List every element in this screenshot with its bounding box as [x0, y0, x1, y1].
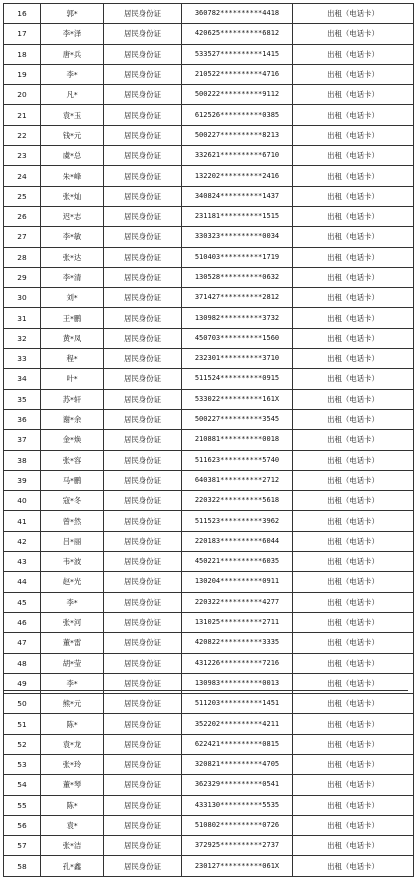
- id-number-cell: 352202**********4211: [182, 714, 293, 734]
- name-cell: 谢*余: [41, 409, 104, 429]
- name-cell: 刘*: [41, 288, 104, 308]
- row-index-cell: 23: [4, 146, 41, 166]
- table-row: [4, 775, 414, 795]
- document-type-cell: 居民身份证: [104, 734, 182, 754]
- table-row: [4, 754, 414, 774]
- name-cell: 苏*轩: [41, 389, 104, 409]
- row-index-cell: 52: [4, 734, 41, 754]
- table-row: [4, 815, 414, 835]
- row-index-cell: 58: [4, 856, 41, 876]
- table-row: [4, 653, 414, 673]
- row-index-cell: 45: [4, 592, 41, 612]
- id-number-cell: 450221**********6035: [182, 552, 293, 572]
- id-number-cell: 132202**********2416: [182, 166, 293, 186]
- name-cell: 赵*光: [41, 572, 104, 592]
- table-row: [4, 247, 414, 267]
- document-type-cell: 居民身份证: [104, 227, 182, 247]
- document-type-cell: 居民身份证: [104, 267, 182, 287]
- id-number-cell: 131025**********2711: [182, 612, 293, 632]
- row-index-cell: 22: [4, 125, 41, 145]
- document-type-cell: 居民身份证: [104, 511, 182, 531]
- name-cell: 董*琴: [41, 775, 104, 795]
- table-row: [4, 470, 414, 490]
- row-index-cell: 37: [4, 430, 41, 450]
- table-row: [4, 227, 414, 247]
- purpose-cell: 出租（电话卡）: [293, 795, 414, 815]
- document-type-cell: 居民身份证: [104, 288, 182, 308]
- document-type-cell: 居民身份证: [104, 125, 182, 145]
- document-type-cell: 居民身份证: [104, 186, 182, 206]
- name-cell: 朱*峰: [41, 166, 104, 186]
- name-cell: 李*: [41, 64, 104, 84]
- name-cell: 马*鹏: [41, 470, 104, 490]
- name-cell: 张*灿: [41, 186, 104, 206]
- table-bottom-divider: [3, 690, 408, 691]
- document-type-cell: 居民身份证: [104, 856, 182, 876]
- row-index-cell: 48: [4, 653, 41, 673]
- row-index-cell: 56: [4, 815, 41, 835]
- id-number-cell: 511524**********0915: [182, 369, 293, 389]
- document-type-cell: 居民身份证: [104, 146, 182, 166]
- name-cell: 袁*玉: [41, 105, 104, 125]
- name-cell: 李*: [41, 673, 104, 693]
- table-row: [4, 288, 414, 308]
- document-type-cell: 居民身份证: [104, 44, 182, 64]
- purpose-cell: 出租（电话卡）: [293, 24, 414, 44]
- row-index-cell: 17: [4, 24, 41, 44]
- row-index-cell: 20: [4, 85, 41, 105]
- purpose-cell: 出租（电话卡）: [293, 653, 414, 673]
- row-index-cell: 50: [4, 694, 41, 714]
- id-number-cell: 332621**********6710: [182, 146, 293, 166]
- purpose-cell: 出租（电话卡）: [293, 389, 414, 409]
- purpose-cell: 出租（电话卡）: [293, 592, 414, 612]
- row-index-cell: 30: [4, 288, 41, 308]
- name-cell: 迟*志: [41, 206, 104, 226]
- row-index-cell: 47: [4, 633, 41, 653]
- id-number-cell: 130982**********3732: [182, 308, 293, 328]
- row-index-cell: 24: [4, 166, 41, 186]
- name-cell: 钱*元: [41, 125, 104, 145]
- purpose-cell: 出租（电话卡）: [293, 815, 414, 835]
- purpose-cell: 出租（电话卡）: [293, 227, 414, 247]
- document-type-cell: 居民身份证: [104, 592, 182, 612]
- purpose-cell: 出租（电话卡）: [293, 754, 414, 774]
- purpose-cell: 出租（电话卡）: [293, 349, 414, 369]
- id-number-cell: 533022**********161X: [182, 389, 293, 409]
- document-type-cell: 居民身份证: [104, 836, 182, 856]
- id-number-cell: 210522**********4716: [182, 64, 293, 84]
- id-number-cell: 130983**********0013: [182, 673, 293, 693]
- document-type-cell: 居民身份证: [104, 673, 182, 693]
- row-index-cell: 38: [4, 450, 41, 470]
- table-row: [4, 491, 414, 511]
- table-row: [4, 714, 414, 734]
- document-type-cell: 居民身份证: [104, 105, 182, 125]
- document-type-cell: 居民身份证: [104, 206, 182, 226]
- name-cell: 韦*波: [41, 552, 104, 572]
- purpose-cell: 出租（电话卡）: [293, 186, 414, 206]
- name-cell: 金*焕: [41, 430, 104, 450]
- table-row: [4, 734, 414, 754]
- document-type-cell: 居民身份证: [104, 64, 182, 84]
- purpose-cell: 出租（电话卡）: [293, 836, 414, 856]
- name-cell: 寇*冬: [41, 491, 104, 511]
- id-number-cell: 500222**********9112: [182, 85, 293, 105]
- name-cell: 李*: [41, 592, 104, 612]
- id-number-cell: 533527**********1415: [182, 44, 293, 64]
- id-number-cell: 330323**********0034: [182, 227, 293, 247]
- id-number-cell: 220322**********5618: [182, 491, 293, 511]
- purpose-cell: 出租（电话卡）: [293, 673, 414, 693]
- table-row: [4, 85, 414, 105]
- table-row: [4, 166, 414, 186]
- document-type-cell: 居民身份证: [104, 572, 182, 592]
- id-number-cell: 510802**********0726: [182, 815, 293, 835]
- purpose-cell: 出租（电话卡）: [293, 572, 414, 592]
- name-cell: 陈*: [41, 795, 104, 815]
- row-index-cell: 16: [4, 4, 41, 24]
- document-type-cell: 居民身份证: [104, 349, 182, 369]
- table-row: [4, 409, 414, 429]
- name-cell: 董*雷: [41, 633, 104, 653]
- name-cell: 张*达: [41, 247, 104, 267]
- id-number-cell: 231181**********1515: [182, 206, 293, 226]
- row-index-cell: 51: [4, 714, 41, 734]
- document-type-cell: 居民身份证: [104, 409, 182, 429]
- document-type-cell: 居民身份证: [104, 653, 182, 673]
- purpose-cell: 出租（电话卡）: [293, 328, 414, 348]
- id-number-cell: 360782**********4418: [182, 4, 293, 24]
- name-cell: 李*泽: [41, 24, 104, 44]
- id-number-cell: 210881**********0018: [182, 430, 293, 450]
- purpose-cell: 出租（电话卡）: [293, 288, 414, 308]
- id-number-cell: 220183**********6044: [182, 531, 293, 551]
- id-number-cell: 510403**********1719: [182, 247, 293, 267]
- record-table-body: [4, 4, 414, 877]
- name-cell: 张*容: [41, 450, 104, 470]
- table-row: [4, 44, 414, 64]
- name-cell: 袁*: [41, 815, 104, 835]
- table-row: [4, 369, 414, 389]
- purpose-cell: 出租（电话卡）: [293, 775, 414, 795]
- purpose-cell: 出租（电话卡）: [293, 633, 414, 653]
- name-cell: 郭*: [41, 4, 104, 24]
- name-cell: 胡*莹: [41, 653, 104, 673]
- table-row: [4, 4, 414, 24]
- table-row: [4, 592, 414, 612]
- purpose-cell: 出租（电话卡）: [293, 146, 414, 166]
- name-cell: 熊*元: [41, 694, 104, 714]
- purpose-cell: 出租（电话卡）: [293, 856, 414, 876]
- id-number-cell: 431226**********7216: [182, 653, 293, 673]
- id-number-cell: 230127**********061X: [182, 856, 293, 876]
- id-number-cell: 232301**********3710: [182, 349, 293, 369]
- document-type-cell: 居民身份证: [104, 815, 182, 835]
- row-index-cell: 19: [4, 64, 41, 84]
- id-number-cell: 450703**********1560: [182, 328, 293, 348]
- name-cell: 张*玲: [41, 754, 104, 774]
- purpose-cell: 出租（电话卡）: [293, 531, 414, 551]
- purpose-cell: 出租（电话卡）: [293, 734, 414, 754]
- purpose-cell: 出租（电话卡）: [293, 4, 414, 24]
- id-number-cell: 420625**********6812: [182, 24, 293, 44]
- document-type-cell: 居民身份证: [104, 775, 182, 795]
- id-number-cell: 130204**********0911: [182, 572, 293, 592]
- name-cell: 叶*: [41, 369, 104, 389]
- id-number-cell: 622421**********0815: [182, 734, 293, 754]
- table-row: [4, 795, 414, 815]
- name-cell: 唐*兵: [41, 44, 104, 64]
- name-cell: 吕*丽: [41, 531, 104, 551]
- row-index-cell: 33: [4, 349, 41, 369]
- purpose-cell: 出租（电话卡）: [293, 450, 414, 470]
- document-type-cell: 居民身份证: [104, 247, 182, 267]
- name-cell: 李*敏: [41, 227, 104, 247]
- row-index-cell: 25: [4, 186, 41, 206]
- id-number-cell: 371427**********2812: [182, 288, 293, 308]
- purpose-cell: 出租（电话卡）: [293, 125, 414, 145]
- row-index-cell: 31: [4, 308, 41, 328]
- row-index-cell: 41: [4, 511, 41, 531]
- document-type-cell: 居民身份证: [104, 470, 182, 490]
- table-row: [4, 64, 414, 84]
- id-number-cell: 433130**********5535: [182, 795, 293, 815]
- purpose-cell: 出租（电话卡）: [293, 64, 414, 84]
- name-cell: 王*鹏: [41, 308, 104, 328]
- row-index-cell: 43: [4, 552, 41, 572]
- id-number-cell: 130528**********0632: [182, 267, 293, 287]
- name-cell: 张*河: [41, 612, 104, 632]
- table-row: [4, 308, 414, 328]
- id-number-cell: 640381**********2712: [182, 470, 293, 490]
- purpose-cell: 出租（电话卡）: [293, 470, 414, 490]
- id-number-cell: 420822**********3335: [182, 633, 293, 653]
- row-index-cell: 49: [4, 673, 41, 693]
- row-index-cell: 32: [4, 328, 41, 348]
- id-number-cell: 220322**********4277: [182, 592, 293, 612]
- purpose-cell: 出租（电话卡）: [293, 714, 414, 734]
- id-number-cell: 362329**********0541: [182, 775, 293, 795]
- document-type-cell: 居民身份证: [104, 328, 182, 348]
- row-index-cell: 46: [4, 612, 41, 632]
- document-type-cell: 居民身份证: [104, 450, 182, 470]
- purpose-cell: 出租（电话卡）: [293, 206, 414, 226]
- purpose-cell: 出租（电话卡）: [293, 308, 414, 328]
- table-row: [4, 24, 414, 44]
- table-row: [4, 531, 414, 551]
- purpose-cell: 出租（电话卡）: [293, 166, 414, 186]
- row-index-cell: 26: [4, 206, 41, 226]
- table-row: [4, 125, 414, 145]
- table-row: [4, 612, 414, 632]
- name-cell: 凡*: [41, 85, 104, 105]
- table-row: [4, 633, 414, 653]
- document-type-cell: 居民身份证: [104, 531, 182, 551]
- document-type-cell: 居民身份证: [104, 85, 182, 105]
- document-type-cell: 居民身份证: [104, 612, 182, 632]
- id-number-cell: 320821**********4705: [182, 754, 293, 774]
- purpose-cell: 出租（电话卡）: [293, 85, 414, 105]
- row-index-cell: 35: [4, 389, 41, 409]
- row-index-cell: 34: [4, 369, 41, 389]
- table-row: [4, 146, 414, 166]
- purpose-cell: 出租（电话卡）: [293, 430, 414, 450]
- id-number-cell: 500227**********8213: [182, 125, 293, 145]
- purpose-cell: 出租（电话卡）: [293, 247, 414, 267]
- name-cell: 袁*龙: [41, 734, 104, 754]
- table-row: [4, 572, 414, 592]
- row-index-cell: 21: [4, 105, 41, 125]
- row-index-cell: 42: [4, 531, 41, 551]
- row-index-cell: 57: [4, 836, 41, 856]
- document-type-cell: 居民身份证: [104, 795, 182, 815]
- row-index-cell: 55: [4, 795, 41, 815]
- document-type-cell: 居民身份证: [104, 754, 182, 774]
- table-row: [4, 206, 414, 226]
- table-row: [4, 856, 414, 876]
- row-index-cell: 54: [4, 775, 41, 795]
- table-row: [4, 267, 414, 287]
- table-row: [4, 186, 414, 206]
- document-type-cell: 居民身份证: [104, 369, 182, 389]
- record-table: [3, 3, 414, 877]
- id-number-cell: 340824**********1437: [182, 186, 293, 206]
- row-index-cell: 29: [4, 267, 41, 287]
- row-index-cell: 36: [4, 409, 41, 429]
- document-type-cell: 居民身份证: [104, 552, 182, 572]
- document-type-cell: 居民身份证: [104, 308, 182, 328]
- table-row: [4, 511, 414, 531]
- name-cell: 张*洁: [41, 836, 104, 856]
- name-cell: 李*清: [41, 267, 104, 287]
- table-row: [4, 552, 414, 572]
- purpose-cell: 出租（电话卡）: [293, 105, 414, 125]
- document-type-cell: 居民身份证: [104, 694, 182, 714]
- document-type-cell: 居民身份证: [104, 633, 182, 653]
- id-number-cell: 612526**********0385: [182, 105, 293, 125]
- table-row: [4, 450, 414, 470]
- name-cell: 陈*: [41, 714, 104, 734]
- table-row: [4, 349, 414, 369]
- row-index-cell: 18: [4, 44, 41, 64]
- table-row: [4, 105, 414, 125]
- id-number-cell: 511203**********1451: [182, 694, 293, 714]
- id-number-cell: 511523**********3962: [182, 511, 293, 531]
- document-type-cell: 居民身份证: [104, 24, 182, 44]
- name-cell: 孔*鑫: [41, 856, 104, 876]
- row-index-cell: 27: [4, 227, 41, 247]
- row-index-cell: 53: [4, 754, 41, 774]
- table-row: [4, 328, 414, 348]
- purpose-cell: 出租（电话卡）: [293, 369, 414, 389]
- document-type-cell: 居民身份证: [104, 389, 182, 409]
- document-type-cell: 居民身份证: [104, 166, 182, 186]
- document-type-cell: 居民身份证: [104, 714, 182, 734]
- name-cell: 虞*总: [41, 146, 104, 166]
- purpose-cell: 出租（电话卡）: [293, 552, 414, 572]
- document-type-cell: 居民身份证: [104, 4, 182, 24]
- row-index-cell: 40: [4, 491, 41, 511]
- document-type-cell: 居民身份证: [104, 491, 182, 511]
- purpose-cell: 出租（电话卡）: [293, 694, 414, 714]
- purpose-cell: 出租（电话卡）: [293, 409, 414, 429]
- id-number-cell: 511623**********5740: [182, 450, 293, 470]
- purpose-cell: 出租（电话卡）: [293, 491, 414, 511]
- document-type-cell: 居民身份证: [104, 430, 182, 450]
- row-index-cell: 39: [4, 470, 41, 490]
- row-index-cell: 44: [4, 572, 41, 592]
- table-row: [4, 389, 414, 409]
- row-index-cell: 28: [4, 247, 41, 267]
- id-number-cell: 372925**********2737: [182, 836, 293, 856]
- name-cell: 曾*然: [41, 511, 104, 531]
- purpose-cell: 出租（电话卡）: [293, 511, 414, 531]
- purpose-cell: 出租（电话卡）: [293, 44, 414, 64]
- purpose-cell: 出租（电话卡）: [293, 612, 414, 632]
- purpose-cell: 出租（电话卡）: [293, 267, 414, 287]
- name-cell: 程*: [41, 349, 104, 369]
- name-cell: 黄*凤: [41, 328, 104, 348]
- table-row: [4, 430, 414, 450]
- table-row: [4, 836, 414, 856]
- id-number-cell: 500227**********3545: [182, 409, 293, 429]
